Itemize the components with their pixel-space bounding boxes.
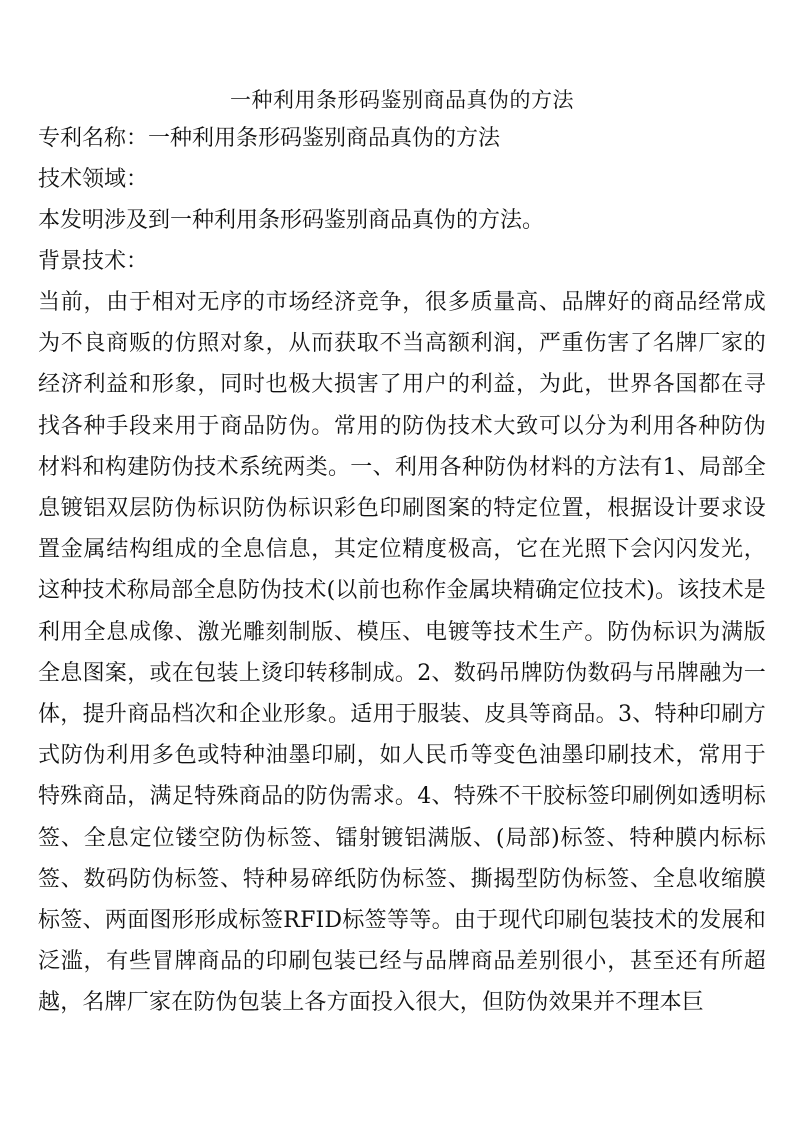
background-heading: 背景技术： [38, 249, 149, 274]
document-page [38, 82, 766, 1024]
patent-name-label: 专利名称： [38, 126, 149, 151]
patent-name-line [38, 118, 766, 159]
patent-name-value: 一种利用条形码鉴别商品真伪的方法 [148, 126, 501, 151]
tech-field-text: 本发明涉及到一种利用条形码鉴别商品真伪的方法。 [38, 208, 545, 233]
tech-field-heading: 技术领域： [38, 167, 149, 192]
background-paragraph: 当前，由于相对无序的市场经济竞争，很多质量高、品牌好的商品经常成为不良商贩的仿照对象，从而获取不当高额利润，严重伤害了名牌厂家的经济利益和形象，同时也极大损害了用户的利益，为此，世界各国都在寻找各种手段来用于商品防伪。常用的防伪技术大致可以分为利用各种防伪材料和构建防伪技术系统两类。一、利用各种防伪材料的方法有1、局部全息镀铝双层防伪标识防伪标识彩色印刷图案的特定位置，根据设计要求设置金属结构组成的全息信息，其定位精度极高，它在光照下会闪闪发光，这种技术称局部全息防伪技术(以前也称作金属块精确定位技术)。该技术是利用全息成像、激光雕刻制版、模压、电镀等技术生产。防伪标识为满版全息图案，或在包装上烫印转移制成。2、数码吊牌防伪数码与吊牌融为一体，提升商品档次和企业形象。适用于服装、皮具等商品。3、特种印刷方式防伪利用多色或特种油墨印刷，如人民币等变色油墨印刷技术，常用于特殊商品，满足特殊商品的防伪需求。4、特殊不干胶标签印刷例如透明标签、全息定位镂空防伪标签、镭射镀铝满版、(局部)标签、特种膜内标标签、数码防伪标签、特种易碎纸防伪标签、撕揭型防伪标签、全息收缩膜标签、两面图形形成标签RFID标签等等。由于现代印刷包装技术的发展和泛滥，有些冒牌商品的印刷包装已经与品牌商品差别很小，甚至还有所超越，名牌厂家在防伪包装上各方面投入很大，但防伪效果并不理本巨 [38, 290, 766, 1016]
document-title: 一种利用条形码鉴别商品真伪的方法 [230, 88, 574, 112]
